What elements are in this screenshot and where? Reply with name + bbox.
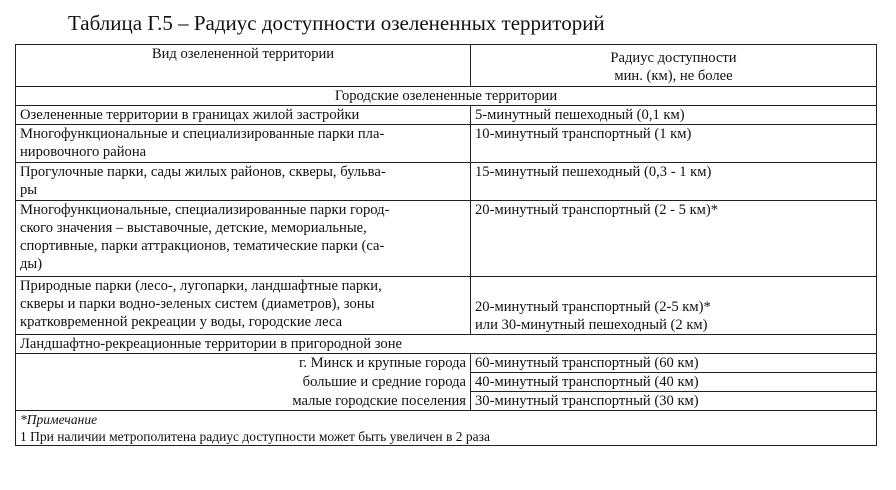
- note-title: *Примечание: [20, 412, 98, 427]
- row-type: Озелененные территории в границах жилой застройки: [16, 106, 471, 125]
- row-radius: [471, 277, 877, 335]
- row-type-line2: ского значения – выставочные, детские, мемориальные,: [20, 220, 367, 236]
- header-radius-line1: Радиус доступности: [610, 50, 737, 66]
- section-row-suburban: [16, 335, 877, 354]
- row-radius-line1: 20-минутный транспортный (2-5 км)*: [475, 299, 711, 315]
- section-row-urban: [16, 87, 877, 106]
- table-row: [16, 373, 877, 392]
- row-radius: 15-минутный пешеходный (0,3 - 1 км): [471, 163, 877, 201]
- table-row: [16, 106, 877, 125]
- row-type: г. Минск и крупные города: [16, 354, 471, 373]
- table-row: [16, 392, 877, 411]
- header-radius-line2: мин. (км), не более: [614, 68, 733, 84]
- note-text: 1 При наличии метрополитена радиус доступности может быть увеличен в 2 раза: [20, 429, 490, 444]
- row-type: [16, 277, 471, 335]
- accessibility-table: [15, 44, 877, 446]
- row-radius: 10-минутный транспортный (1 км): [471, 125, 877, 163]
- row-radius: 5-минутный пешеходный (0,1 км): [471, 106, 877, 125]
- row-radius-line2: или 30-минутный пешеходный (2 км): [475, 317, 708, 333]
- row-type-line1: Многофункциональные и специализированные парки пла-: [20, 126, 385, 142]
- row-type-line2: ры: [20, 182, 38, 198]
- table-row: [16, 277, 877, 335]
- row-type: малые городские поселения: [16, 392, 471, 411]
- row-type-line1: Природные парки (лесо-, лугопарки, ландшафтные парки,: [20, 278, 382, 294]
- header-radius: [471, 45, 877, 87]
- row-type-line1: Прогулочные парки, сады жилых районов, скверы, бульва-: [20, 164, 386, 180]
- section-urban-label: Городские озелененные территории: [16, 87, 877, 106]
- section-suburban-label: Ландшафтно-рекреационные территории в пригородной зоне: [16, 335, 877, 354]
- row-type-line3: спортивные, парки аттракционов, тематические парки (са-: [20, 238, 385, 254]
- row-type: [16, 201, 471, 277]
- table-row: [16, 201, 877, 277]
- row-type: большие и средние города: [16, 373, 471, 392]
- row-radius: 20-минутный транспортный (2 - 5 км)*: [471, 201, 877, 277]
- table-row: [16, 354, 877, 373]
- row-type-line4: ды): [20, 256, 43, 272]
- note-cell: [16, 411, 877, 446]
- row-radius: 40-минутный транспортный (40 км): [471, 373, 877, 392]
- row-type-line2: скверы и парки водно-зеленых систем (диаметров), зоны: [20, 296, 375, 312]
- row-type: [16, 163, 471, 201]
- header-type: Вид озелененной территории: [16, 45, 471, 87]
- table-row: [16, 125, 877, 163]
- row-radius: 60-минутный транспортный (60 км): [471, 354, 877, 373]
- table-row: [16, 163, 877, 201]
- row-type-line1: Многофункциональные, специализированные парки город-: [20, 202, 390, 218]
- note-row: [16, 411, 877, 446]
- row-type-line2: нировочного района: [20, 144, 147, 160]
- row-type: [16, 125, 471, 163]
- table-title: Таблица Г.5 – Радиус доступности озелененных территорий: [68, 11, 605, 35]
- row-radius: 30-минутный транспортный (30 км): [471, 392, 877, 411]
- table-header-row: [16, 45, 877, 87]
- row-type-line3: кратковременной рекреации у воды, городские леса: [20, 314, 343, 330]
